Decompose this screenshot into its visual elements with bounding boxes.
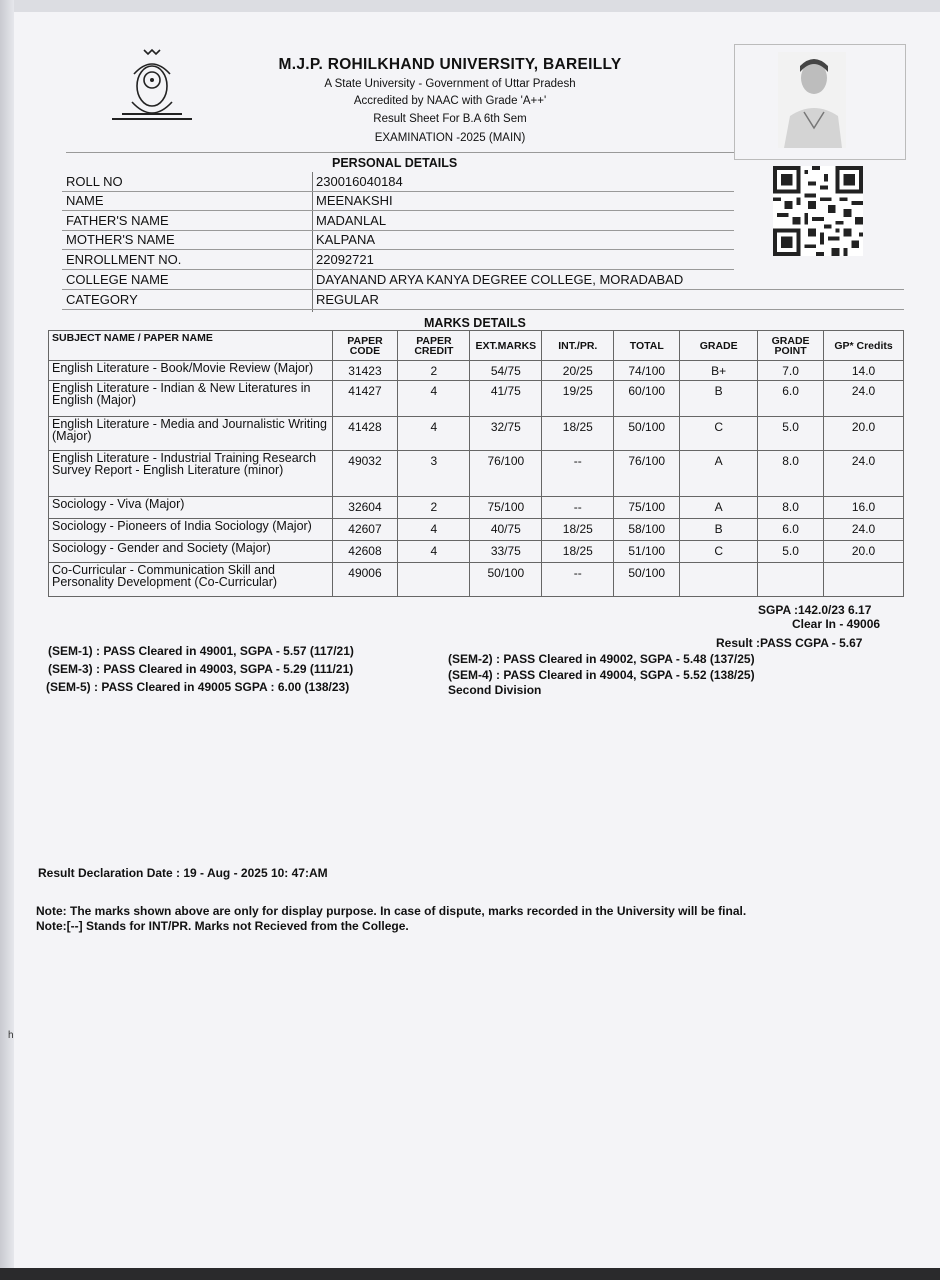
table-row	[49, 451, 904, 497]
marks-table	[48, 330, 904, 597]
mother-name-label: MOTHER'S NAME	[66, 232, 175, 247]
total-cell: 58/100	[614, 519, 680, 541]
page-edge-shadow	[0, 0, 14, 1280]
ext-marks-cell: 33/75	[470, 541, 542, 563]
ext-marks-cell: 75/100	[470, 497, 542, 519]
grade-point-cell: 7.0	[758, 361, 824, 381]
category-row	[62, 290, 904, 310]
paper-credit-cell: 4	[398, 519, 470, 541]
int-pr-cell: --	[542, 451, 614, 497]
paper-credit-cell: 2	[398, 497, 470, 519]
mother-name-row	[62, 230, 734, 250]
grade-point-cell: 6.0	[758, 519, 824, 541]
subject-cell: Sociology - Pioneers of India Sociology (Major)	[49, 519, 333, 541]
sem-5-result: (SEM-5) : PASS Cleared in 49005 SGPA : 6.00 (138/23)	[46, 680, 350, 694]
table-row	[49, 361, 904, 381]
ext-marks-cell: 54/75	[470, 361, 542, 381]
sem-3-result: (SEM-3) : PASS Cleared in 49003, SGPA - 5.29 (111/21)	[48, 662, 354, 676]
roll-no-value: 230016040184	[316, 174, 403, 189]
paper-code-cell: 31423	[332, 361, 398, 381]
university-name: M.J.P. ROHILKHAND UNIVERSITY, BAREILLY	[278, 56, 622, 73]
university-logo-icon	[104, 44, 200, 130]
subject-cell: Sociology - Viva (Major)	[49, 497, 333, 519]
clear-in: Clear In - 49006	[792, 617, 881, 631]
college-name-value: DAYANAND ARYA KANYA DEGREE COLLEGE, MORADABAD	[316, 272, 684, 287]
grade-point-cell	[758, 563, 824, 597]
gp-credits-cell: 24.0	[824, 381, 904, 417]
mother-name-value: KALPANA	[316, 232, 376, 247]
int-pr-cell: 19/25	[542, 381, 614, 417]
grade-cell: C	[680, 417, 758, 451]
student-photo	[778, 52, 846, 148]
gp-credits-cell: 14.0	[824, 361, 904, 381]
gp-credits-cell: 16.0	[824, 497, 904, 519]
stray-mark: h	[8, 1030, 14, 1041]
col-paper-credit: PAPER CREDIT	[398, 331, 470, 361]
name-value: MEENAKSHI	[316, 193, 393, 208]
marks-details-heading: MARKS DETAILS	[424, 316, 526, 330]
bottom-edge	[0, 1268, 940, 1280]
enrollment-no-row	[62, 250, 734, 270]
grade-point-cell: 8.0	[758, 497, 824, 519]
paper-code-cell: 49006	[332, 563, 398, 597]
result-declaration-date: Result Declaration Date : 19 - Aug - 2025 10: 47:AM	[38, 866, 328, 880]
father-name-label: FATHER'S NAME	[66, 213, 169, 228]
sem-4-result: (SEM-4) : PASS Cleared in 49004, SGPA - 5.52 (138/25)	[448, 668, 755, 682]
marks-header-row	[49, 331, 904, 361]
total-cell: 74/100	[614, 361, 680, 381]
paper-code-cell: 42607	[332, 519, 398, 541]
grade-point-cell: 5.0	[758, 541, 824, 563]
int-pr-cell: 18/25	[542, 519, 614, 541]
table-row	[49, 563, 904, 597]
col-paper-code: PAPER CODE	[332, 331, 398, 361]
grade-point-cell: 5.0	[758, 417, 824, 451]
table-row	[49, 541, 904, 563]
col-grade-point: GRADE POINT	[758, 331, 824, 361]
father-name-row	[62, 211, 734, 231]
subject-cell: Sociology - Gender and Society (Major)	[49, 541, 333, 563]
gp-credits-cell: 20.0	[824, 417, 904, 451]
subject-cell: Co-Curricular - Communication Skill and Personality Development (Co-Curricular)	[49, 563, 333, 597]
division: Second Division	[448, 683, 542, 697]
accreditation: Accredited by NAAC with Grade 'A++'	[353, 95, 547, 107]
int-pr-cell: 18/25	[542, 417, 614, 451]
paper-code-cell: 32604	[332, 497, 398, 519]
total-cell: 50/100	[614, 563, 680, 597]
subject-cell: English Literature - Media and Journalistic Writing (Major)	[49, 417, 333, 451]
qr-code-icon	[772, 166, 864, 256]
ext-marks-cell: 41/75	[470, 381, 542, 417]
sem-2-result: (SEM-2) : PASS Cleared in 49002, SGPA - 5.48 (137/25)	[448, 652, 755, 666]
personal-details-top-rule	[66, 152, 734, 153]
paper-credit-cell: 4	[398, 417, 470, 451]
college-name-label: COLLEGE NAME	[66, 272, 169, 287]
grade-cell: A	[680, 497, 758, 519]
enrollment-no-label: ENROLLMENT NO.	[66, 252, 182, 267]
col-ext-marks: EXT.MARKS	[470, 331, 542, 361]
col-grade: GRADE	[680, 331, 758, 361]
int-pr-note: Note:[--] Stands for INT/PR. Marks not Recieved from the College.	[36, 919, 409, 933]
grade-cell	[680, 563, 758, 597]
gp-credits-cell: 24.0	[824, 451, 904, 497]
personal-details-heading: PERSONAL DETAILS	[332, 156, 458, 170]
gp-credits-cell	[824, 563, 904, 597]
grade-cell: A	[680, 451, 758, 497]
ext-marks-cell: 40/75	[470, 519, 542, 541]
sgpa-summary: SGPA :142.0/23 6.17	[758, 603, 872, 617]
roll-no-row	[62, 172, 734, 192]
total-cell: 76/100	[614, 451, 680, 497]
int-pr-cell: 18/25	[542, 541, 614, 563]
paper-code-cell: 49032	[332, 451, 398, 497]
paper-credit-cell: 4	[398, 541, 470, 563]
paper-credit-cell: 2	[398, 361, 470, 381]
roll-no-label: ROLL NO	[66, 174, 123, 189]
sem-1-result: (SEM-1) : PASS Cleared in 49001, SGPA - 5.57 (117/21)	[48, 644, 354, 658]
total-cell: 51/100	[614, 541, 680, 563]
name-row	[62, 191, 734, 211]
grade-point-cell: 6.0	[758, 381, 824, 417]
subject-cell: English Literature - Book/Movie Review (Major)	[49, 361, 333, 381]
subject-cell: English Literature - Indian & New Literatures in English (Major)	[49, 381, 333, 417]
paper-code-cell: 41428	[332, 417, 398, 451]
subject-cell: English Literature - Industrial Training Research Survey Report - English Literature (minor)	[49, 451, 333, 497]
grade-cell: B+	[680, 361, 758, 381]
father-name-value: MADANLAL	[316, 213, 387, 228]
enrollment-no-value: 22092721	[316, 252, 374, 267]
paper-credit-cell: 3	[398, 451, 470, 497]
name-label: NAME	[66, 193, 104, 208]
grade-cell: C	[680, 541, 758, 563]
category-label: CATEGORY	[66, 292, 138, 307]
int-pr-cell: --	[542, 563, 614, 597]
table-row	[49, 381, 904, 417]
result-cgpa: Result :PASS CGPA - 5.67	[716, 636, 863, 650]
display-note: Note: The marks shown above are only for display purpose. In case of dispute, marks recorded in the University will be final.	[36, 904, 747, 918]
col-subject: SUBJECT NAME / PAPER NAME	[49, 331, 333, 361]
table-row	[49, 497, 904, 519]
col-gp-credits: GP* Credits	[824, 331, 904, 361]
category-value: REGULAR	[316, 292, 379, 307]
paper-credit-cell: 4	[398, 381, 470, 417]
university-status: A State University - Government of Uttar Pradesh	[324, 78, 576, 90]
ext-marks-cell: 32/75	[470, 417, 542, 451]
total-cell: 75/100	[614, 497, 680, 519]
table-row	[49, 417, 904, 451]
table-row	[49, 519, 904, 541]
grade-point-cell: 8.0	[758, 451, 824, 497]
ext-marks-cell: 50/100	[470, 563, 542, 597]
total-cell: 50/100	[614, 417, 680, 451]
grade-cell: B	[680, 381, 758, 417]
total-cell: 60/100	[614, 381, 680, 417]
college-name-row	[62, 270, 904, 290]
col-int-pr: INT./PR.	[542, 331, 614, 361]
col-total: TOTAL	[614, 331, 680, 361]
paper-code-cell: 41427	[332, 381, 398, 417]
result-sheet-title: Result Sheet For B.A 6th Sem	[373, 113, 527, 125]
ext-marks-cell: 76/100	[470, 451, 542, 497]
paper-credit-cell	[398, 563, 470, 597]
int-pr-cell: --	[542, 497, 614, 519]
grade-cell: B	[680, 519, 758, 541]
gp-credits-cell: 20.0	[824, 541, 904, 563]
gp-credits-cell: 24.0	[824, 519, 904, 541]
paper-code-cell: 42608	[332, 541, 398, 563]
int-pr-cell: 20/25	[542, 361, 614, 381]
examination-name: EXAMINATION -2025 (MAIN)	[374, 132, 526, 144]
